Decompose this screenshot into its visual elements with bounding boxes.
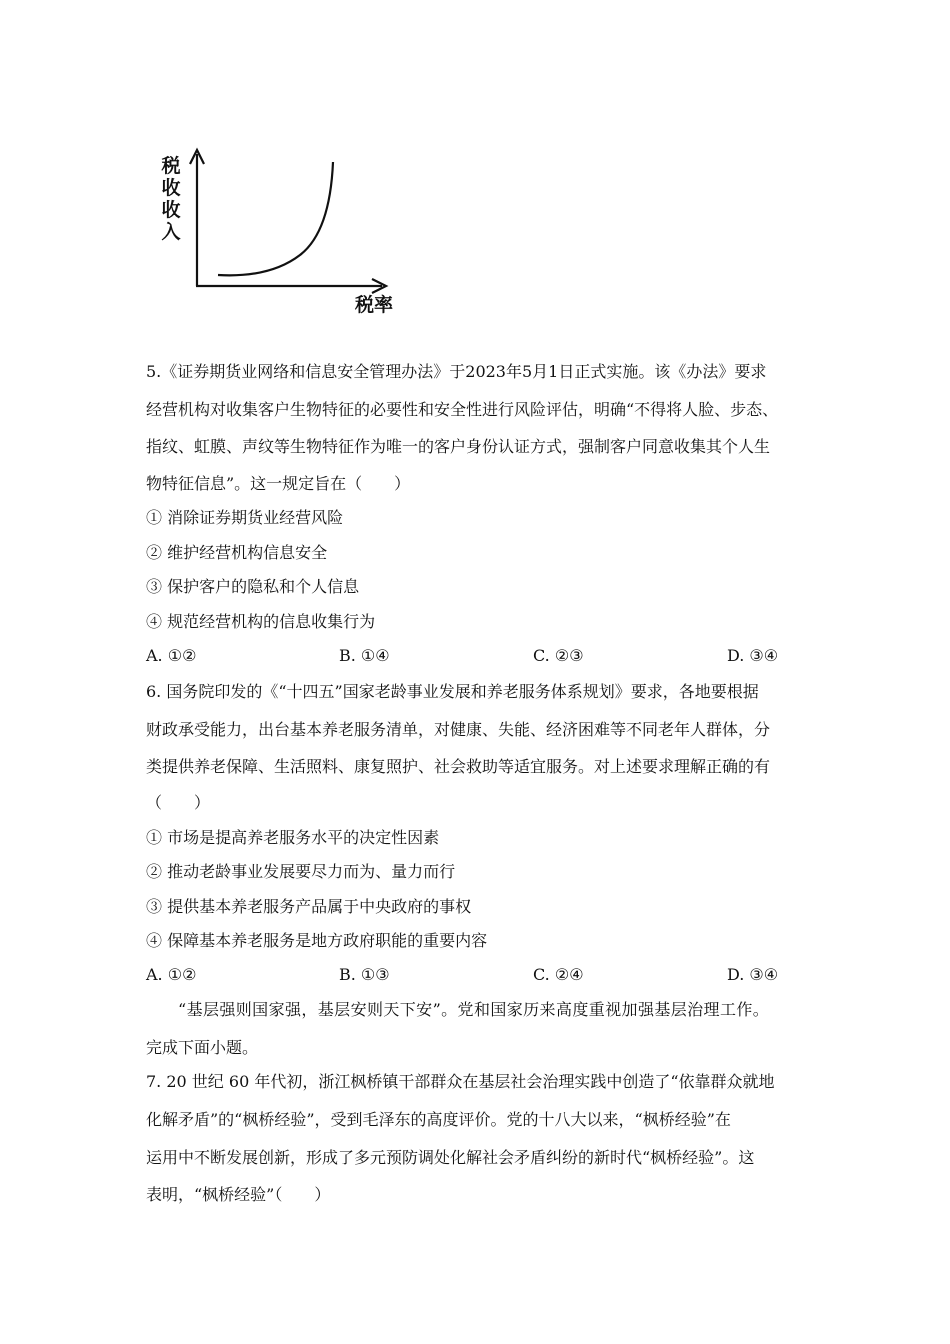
question-6-item: ③ 提供基本养老服务产品属于中央政府的事权	[146, 897, 472, 916]
y-axis-label-char: 收	[161, 177, 181, 199]
intro-line: 完成下面小题。	[146, 1038, 259, 1057]
question-6-option-d[interactable]: D. ③④	[727, 965, 779, 984]
question-5-option-a[interactable]: A. ①②	[146, 646, 197, 665]
question-6-option-b[interactable]: B. ①③	[339, 965, 390, 984]
question-7-stem-line: 运用中不断发展创新，形成了多元预防调处化解社会矛盾纠纷的新时代“枫桥经验”。这	[146, 1148, 755, 1167]
y-axis-label	[160, 155, 182, 243]
question-6-option-a[interactable]: A. ①②	[146, 965, 197, 984]
question-5-stem-line: 5.《证券期货业网络和信息安全管理办法》于2023年5月1日正式实施。该《办法》要求	[146, 362, 767, 381]
question-5-item: ③ 保护客户的隐私和个人信息	[146, 577, 360, 596]
x-axis-label: 税率	[355, 294, 394, 316]
question-6-stem-line: 类提供养老保障、生活照料、康复照护、社会救助等适宜服务。对上述要求理解正确的有	[146, 757, 771, 776]
question-5-stem-line: 指纹、虹膜、声纹等生物特征作为唯一的客户身份认证方式，强制客户同意收集其个人生	[146, 437, 771, 456]
question-6-item: ① 市场是提高养老服务水平的决定性因素	[146, 828, 440, 847]
question-5-item: ④ 规范经营机构的信息收集行为	[146, 612, 376, 631]
question-6-item: ④ 保障基本养老服务是地方政府职能的重要内容	[146, 931, 488, 950]
revenue-curve	[218, 162, 333, 275]
question-7-stem-line: 表明，“枫桥经验”（ ）	[146, 1185, 331, 1204]
question-5-stem-line: 物特征信息”。这一规定旨在（ ）	[146, 474, 411, 493]
question-6-stem-line: 财政承受能力，出台基本养老服务清单，对健康、失能、经济困难等不同老年人群体，分	[146, 720, 771, 739]
y-axis-label-char: 税	[161, 155, 181, 177]
question-6-option-c[interactable]: C. ②④	[533, 965, 584, 984]
question-5-item: ① 消除证券期货业经营风险	[146, 508, 344, 527]
question-5-option-d[interactable]: D. ③④	[727, 646, 779, 665]
question-6-stem-line: （ ）	[146, 793, 211, 812]
intro-line: “基层强则国家强，基层安则天下安”。党和国家历来高度重视加强基层治理工作。	[178, 1000, 770, 1019]
question-5-item: ② 维护经营机构信息安全	[146, 543, 328, 562]
question-5-stem-line: 经营机构对收集客户生物特征的必要性和安全性进行风险评估，明确“不得将人脸、步态、	[146, 400, 779, 419]
question-6-item: ② 推动老龄事业发展要尽力而为、量力而行	[146, 862, 456, 881]
tax-revenue-figure	[150, 140, 410, 325]
question-5-option-b[interactable]: B. ①④	[339, 646, 390, 665]
question-6-stem-line: 6. 国务院印发的《“十四五”国家老龄事业发展和养老服务体系规划》要求，各地要根据	[146, 682, 759, 701]
y-axis-label-char: 入	[161, 221, 181, 243]
question-7-stem-line: 化解矛盾”的“枫桥经验”，受到毛泽东的高度评价。党的十八大以来，“枫桥经验”在	[146, 1110, 731, 1129]
question-7-stem-line: 7. 20 世纪 60 年代初，浙江枫桥镇干部群众在基层社会治理实践中创造了“依靠群众就地	[146, 1072, 775, 1091]
y-axis-label-char: 收	[161, 199, 181, 221]
question-5-option-c[interactable]: C. ②③	[533, 646, 584, 665]
